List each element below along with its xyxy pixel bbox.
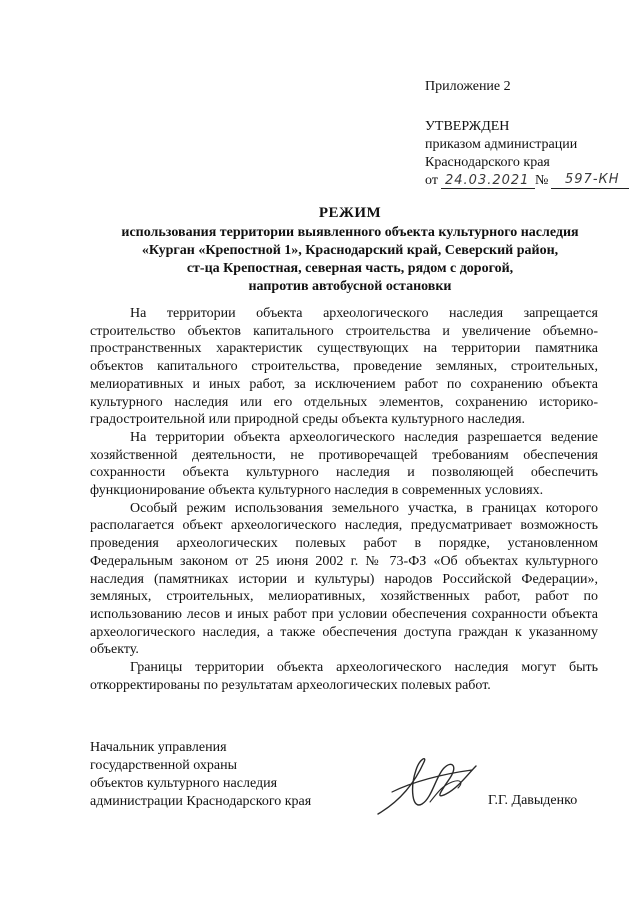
title-line: «Курган «Крепостной 1», Краснодарский край, Северский район, <box>141 243 559 258</box>
title-line: напротив автобусной остановки <box>248 279 452 294</box>
paragraph: На территории объекта археологического наследия разрешается ведение хозяйственной деятельности, не противоречащей требованиям обеспечения сохранности объекта культурного наследия и позволяющей обеспечить функционирование объекта культурного наследия в современных условиях. <box>90 429 598 499</box>
document-body <box>90 305 598 694</box>
approval-block <box>425 118 620 192</box>
signature-icon <box>372 752 482 822</box>
paragraph: Особый режим использования земельного участка, в границах которого располагается объект археологического наследия, предусматривает возможность проведения археологических полевых работ в порядке, установленном Федеральным законом от 25 июня 2002 г. № 73-ФЗ «Об объектах культурного наследия (памятниках истории и культуры) народов Российской Федерации», земляных, строительных, мелиоративных, хозяйственных работ, работ по использованию лесов и иных работ при условии обеспечения сохранности объекта археологического наследия, а также обеспечения доступа граждан к указанному объекту. <box>90 500 598 658</box>
signer-line: государственной охраны <box>90 758 238 773</box>
signer-line: объектов культурного наследия <box>90 776 278 791</box>
approved-label: УТВЕРЖДЕН <box>425 119 510 134</box>
signer-name: Г.Г. Давыденко <box>488 793 578 808</box>
appendix-label: Приложение 2 <box>425 79 511 94</box>
signer-position <box>90 739 311 811</box>
handwritten-number: 597-КН <box>565 172 620 187</box>
paragraph: На территории объекта археологического наследия запрещается строительство объектов капитального строительства и увеличение объемно-пространственных характеристик существующих на территории памятника объектов капитального строительства, проведение земляных, строительных, мелиоративных и иных работ, за исключением работ по сохранению объекта культурного наследия или его отдельных элементов, сохранению историко-градостроительной или природной среды объекта культурного наследия. <box>90 306 598 428</box>
number-label: № <box>535 173 549 188</box>
approved-by-order: приказом администрации <box>425 137 578 152</box>
order-date-number-line <box>425 172 620 192</box>
title-line: использования территории выявленного объекта культурного наследия <box>121 225 579 240</box>
handwritten-signature <box>372 752 482 827</box>
number-underline <box>551 188 629 189</box>
document-title <box>80 204 620 296</box>
handwritten-date: 24.03.2021 <box>445 173 530 188</box>
title-main: РЕЖИМ <box>318 205 382 221</box>
approved-region: Краснодарского края <box>425 155 550 170</box>
date-underline <box>441 188 535 189</box>
title-line: ст-ца Крепостная, северная часть, рядом с дорогой, <box>186 261 514 276</box>
from-label: от <box>425 173 438 188</box>
signer-line: администрации Краснодарского края <box>90 794 312 809</box>
signer-line: Начальник управления <box>90 740 227 755</box>
paragraph: Границы территории объекта археологического наследия могут быть откорректированы по результатам археологических полевых работ. <box>90 660 598 693</box>
